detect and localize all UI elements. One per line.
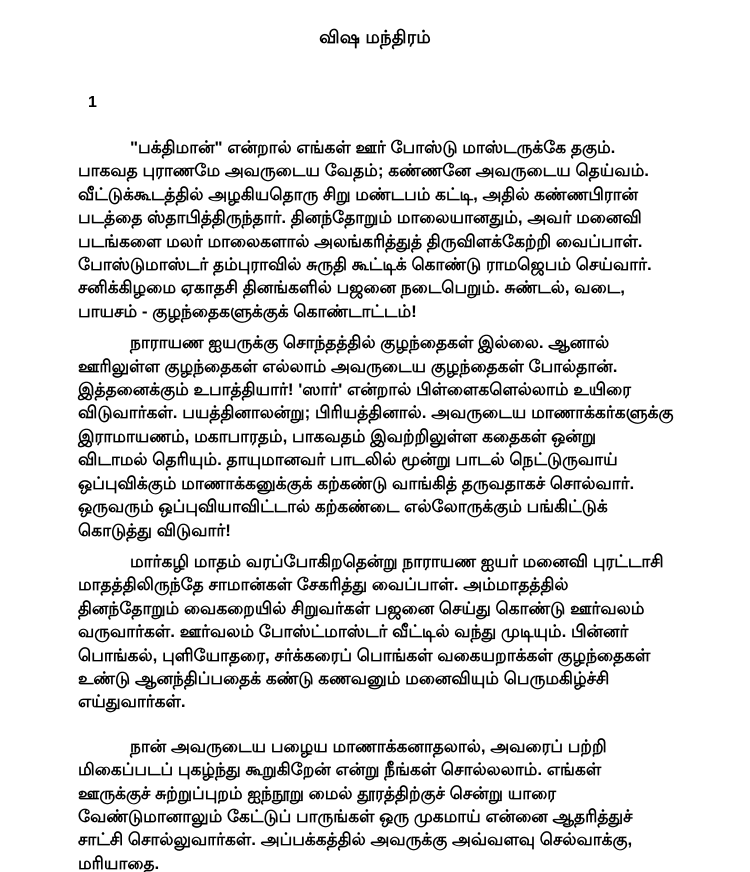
text-line: மரியாதை. <box>78 853 160 872</box>
text-line: வேண்டுமானாலும் கேட்டுப் பாருங்கள் ஒரு முகமாய் என்னை ஆதரித்துச் <box>78 806 633 826</box>
text-line: ஊருக்குச் சுற்றுப்புறம் ஐந்நூறு மைல் தூரத்திற்குச் சென்று யாரை <box>78 783 557 803</box>
text-line: நாராயண ஐயருக்கு சொந்தத்தில் குழந்தைகள் இல்லை. ஆனால் <box>130 333 610 353</box>
document-body <box>78 136 690 872</box>
text-line: "பக்திமான்" என்றால் எங்கள் ஊர் போஸ்டு மாஸ்டருக்கே தகும். <box>130 138 616 157</box>
paragraph-2 <box>78 331 690 542</box>
text-line: விடுவார்கள். பயத்தினாலன்று; பிரியத்தினால். அவருடைய மாணாக்கர்களுக்கு <box>78 403 674 423</box>
text-line: விடாமல் தெரியும். தாயுமானவர் பாடலில் மூன்று பாடல் நெட்டுருவாய் <box>78 450 618 470</box>
text-line: பாகவத புராணமே அவருடைய வேதம்; கண்ணனே அவருடைய தெய்வம். <box>78 161 650 181</box>
text-line: கொடுத்து விடுவார்! <box>78 520 231 540</box>
text-line: படங்களை மலர் மாலைகளால் அலங்கரித்துத் திருவிளக்கேற்றி வைப்பாள். <box>78 231 643 251</box>
text-line: வருவார்கள். ஊர்வலம் போஸ்ட்மாஸ்டர் வீட்டில் வந்து முடியும். பின்னர் <box>78 622 629 642</box>
text-line: வீட்டுக்கூடத்தில் அழகியதொரு சிறு மண்டபம் கட்டி, அதில் கண்ணபிரான் <box>78 184 638 204</box>
text-line: படத்தை ஸ்தாபித்திருந்தார். தினந்தோறும் மாலையானதும், அவர் மனைவி <box>78 208 642 228</box>
text-line: ஒப்புவிக்கும் மாணாக்கனுக்குக் கற்கண்டு வாங்கித் தருவதாகச் சொல்வார். <box>78 473 635 493</box>
text-line: போஸ்டுமாஸ்டர் தம்புராவில் சுருதி கூட்டிக் கொண்டு ராமஜெபம் செய்வார். <box>78 255 652 275</box>
text-line: சாட்சி சொல்லுவார்கள். அப்பக்கத்தில் அவருக்கு அவ்வளவு செல்வாக்கு, <box>78 830 633 850</box>
text-line: எய்துவார்கள். <box>78 692 186 712</box>
text-line: சனிக்கிழமை ஏகாதசி தினங்களில் பஜனை நடைபெறும். சுண்டல், வடை, <box>78 278 625 298</box>
text-line: நான் அவருடைய பழைய மாணாக்கனாதலால், அவரைப் பற்றி <box>130 736 607 756</box>
text-line: இராமாயணம், மகாபாரதம், பாகவதம் இவற்றிலுள்ள கதைகள் ஒன்று <box>78 426 597 446</box>
paragraph-4 <box>78 735 690 872</box>
text-line: ஊரிலுள்ள குழந்தைகள் எல்லாம் அவருடைய குழந்தைகள் போல்தான். <box>78 356 618 376</box>
paragraph-3 <box>78 550 690 714</box>
text-line: உண்டு ஆனந்திப்பதைக் கண்டு கணவனும் மனைவியும் பெருமகிழ்ச்சி <box>78 668 610 688</box>
text-line: மார்கழி மாதம் வரப்போகிறதென்று நாராயண ஐயர் மனைவி புரட்டாசி <box>130 551 664 571</box>
paragraph-1 <box>78 136 690 323</box>
text-line: தினந்தோறும் வைகறையில் சிறுவர்கள் பஜனை செய்து கொண்டு ஊர்வலம் <box>78 598 645 618</box>
text-line: மாதத்திலிருந்தே சாமான்கள் சேகரித்து வைப்பாள். அம்மாதத்தில் <box>78 575 569 595</box>
text-line: பொங்கல், புளியோதரை, சர்க்கரைப் பொங்கள் வகையறாக்கள் குழந்தைகள் <box>78 645 651 665</box>
page-title: விஷ மந்திரம் <box>319 27 431 47</box>
text-line: இத்தனைக்கும் உபாத்தியார்! 'ஸார்' என்றால் பிள்ளைகளெல்லாம் உயிரை <box>78 380 632 400</box>
chapter-number: 1 <box>88 94 97 111</box>
text-line: ஒருவரும் ஒப்புவியாவிட்டால் கற்கண்டை எல்லோருக்கும் பங்கிட்டுக் <box>78 497 608 517</box>
text-line: மிகைப்படப் புகழ்ந்து கூறுகிறேன் என்று நீங்கள் சொல்லலாம். எங்கள் <box>78 760 602 780</box>
text-line: பாயசம் - குழந்தைகளுக்குக் கொண்டாட்டம்! <box>78 301 417 321</box>
